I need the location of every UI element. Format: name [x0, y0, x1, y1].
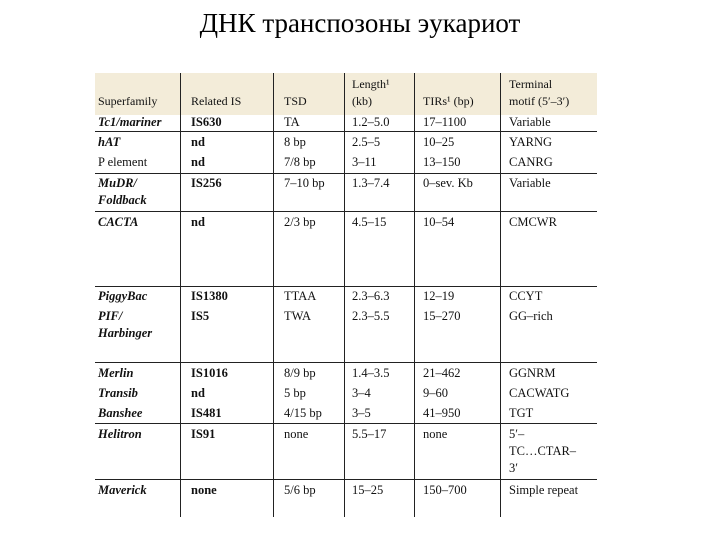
cell-terminal-motif: GGNRM [509, 366, 556, 380]
cell-tirs: 10–54 [423, 215, 455, 229]
table-header [95, 73, 597, 115]
cell-length: 1.4–3.5 [352, 366, 390, 380]
cell-terminal-motif: CANRG [509, 155, 553, 169]
cell-tirs: 17–1100 [423, 115, 467, 129]
cell-superfamily: PIF/ Harbinger [98, 309, 153, 340]
row-divider [95, 173, 597, 174]
transposon-table [95, 73, 597, 517]
cell-length: 2.3–6.3 [352, 289, 390, 303]
cell-related-is: IS1380 [191, 289, 228, 303]
cell-superfamily: P element [98, 155, 148, 169]
cell-length: 1.3–7.4 [352, 176, 390, 190]
cell-tirs: 9–60 [423, 386, 448, 400]
cell-tirs: 21–462 [423, 366, 461, 380]
cell-terminal-motif: Simple repeat [509, 483, 579, 497]
column-divider [273, 73, 274, 517]
cell-tirs: 13–150 [423, 155, 461, 169]
cell-related-is: IS5 [191, 309, 210, 323]
cell-related-is: IS630 [191, 115, 222, 129]
column-divider [500, 73, 501, 517]
cell-tirs: 10–25 [423, 135, 455, 149]
cell-terminal-motif: GG–rich [509, 309, 553, 323]
cell-tirs: 12–19 [423, 289, 455, 303]
cell-tsd: 2/3 bp [284, 215, 316, 229]
column-divider [180, 73, 181, 517]
cell-superfamily: MuDR/ Foldback [98, 176, 147, 207]
cell-tsd: 5 bp [284, 386, 306, 400]
cell-length: 3–4 [352, 386, 371, 400]
column-divider [344, 73, 345, 517]
cell-length: 2.3–5.5 [352, 309, 390, 323]
cell-tirs: 150–700 [423, 483, 467, 497]
cell-related-is: IS91 [191, 427, 216, 441]
cell-superfamily: Merlin [98, 366, 134, 380]
cell-terminal-motif: CCYT [509, 289, 543, 303]
cell-tsd: 8 bp [284, 135, 306, 149]
cell-tsd: TWA [284, 309, 312, 323]
cell-related-is: nd [191, 386, 205, 400]
cell-superfamily: Maverick [98, 483, 147, 497]
cell-tsd: 8/9 bp [284, 366, 316, 380]
row-divider [95, 211, 597, 212]
row-divider [95, 479, 597, 480]
cell-terminal-motif: Variable [509, 176, 551, 190]
cell-tsd: 7–10 bp [284, 176, 325, 190]
cell-tsd: TA [284, 115, 300, 129]
cell-related-is: nd [191, 135, 205, 149]
cell-related-is: IS1016 [191, 366, 228, 380]
cell-terminal-motif: CMCWR [509, 215, 557, 229]
cell-related-is: IS481 [191, 406, 222, 420]
cell-terminal-motif: 5′– TC…CTAR– 3′ [509, 427, 577, 475]
cell-length: 4.5–15 [352, 215, 387, 229]
cell-tirs: 15–270 [423, 309, 461, 323]
cell-length: 3–5 [352, 406, 371, 420]
cell-length: 3–11 [352, 155, 377, 169]
cell-tsd: TTAA [284, 289, 317, 303]
cell-related-is: nd [191, 155, 205, 169]
cell-length: 15–25 [352, 483, 384, 497]
cell-tsd: 4/15 bp [284, 406, 322, 420]
cell-length: 2.5–5 [352, 135, 381, 149]
cell-related-is: nd [191, 215, 205, 229]
slide-title: ДНК транспозоны эукариот [199, 8, 521, 38]
row-divider [95, 362, 597, 363]
cell-superfamily: Helitron [98, 427, 142, 441]
header-tsd: TSD [284, 94, 307, 108]
header-length: Length¹ (kb) [352, 77, 390, 108]
row-divider [95, 286, 597, 287]
cell-superfamily: Tc1/mariner [98, 115, 162, 129]
row-divider [95, 423, 597, 424]
column-divider [414, 73, 415, 517]
cell-length: 1.2–5.0 [352, 115, 390, 129]
cell-terminal-motif: TGT [509, 406, 534, 420]
cell-tirs: 41–950 [423, 406, 461, 420]
cell-tsd: 7/8 bp [284, 155, 316, 169]
cell-terminal-motif: YARNG [509, 135, 553, 149]
cell-length: 5.5–17 [352, 427, 387, 441]
cell-tirs: none [423, 427, 448, 441]
cell-superfamily: PiggyBac [98, 289, 148, 303]
cell-superfamily: Banshee [98, 406, 143, 420]
header-terminal-motif: Terminal motif (5′–3′) [509, 77, 570, 108]
cell-tsd: 5/6 bp [284, 483, 316, 497]
cell-superfamily: Transib [98, 386, 138, 400]
header-superfamily: Superfamily [98, 94, 158, 108]
cell-tsd: none [284, 427, 309, 441]
row-divider [95, 131, 597, 132]
cell-related-is: IS256 [191, 176, 222, 190]
cell-terminal-motif: CACWATG [509, 386, 570, 400]
cell-terminal-motif: Variable [509, 115, 551, 129]
cell-superfamily: CACTA [98, 215, 139, 229]
header-tirs: TIRs¹ (bp) [423, 94, 474, 108]
cell-tirs: 0–sev. Kb [423, 176, 473, 190]
header-related-is: Related IS [191, 94, 242, 108]
cell-related-is: none [191, 483, 217, 497]
cell-superfamily: hAT [98, 135, 121, 149]
